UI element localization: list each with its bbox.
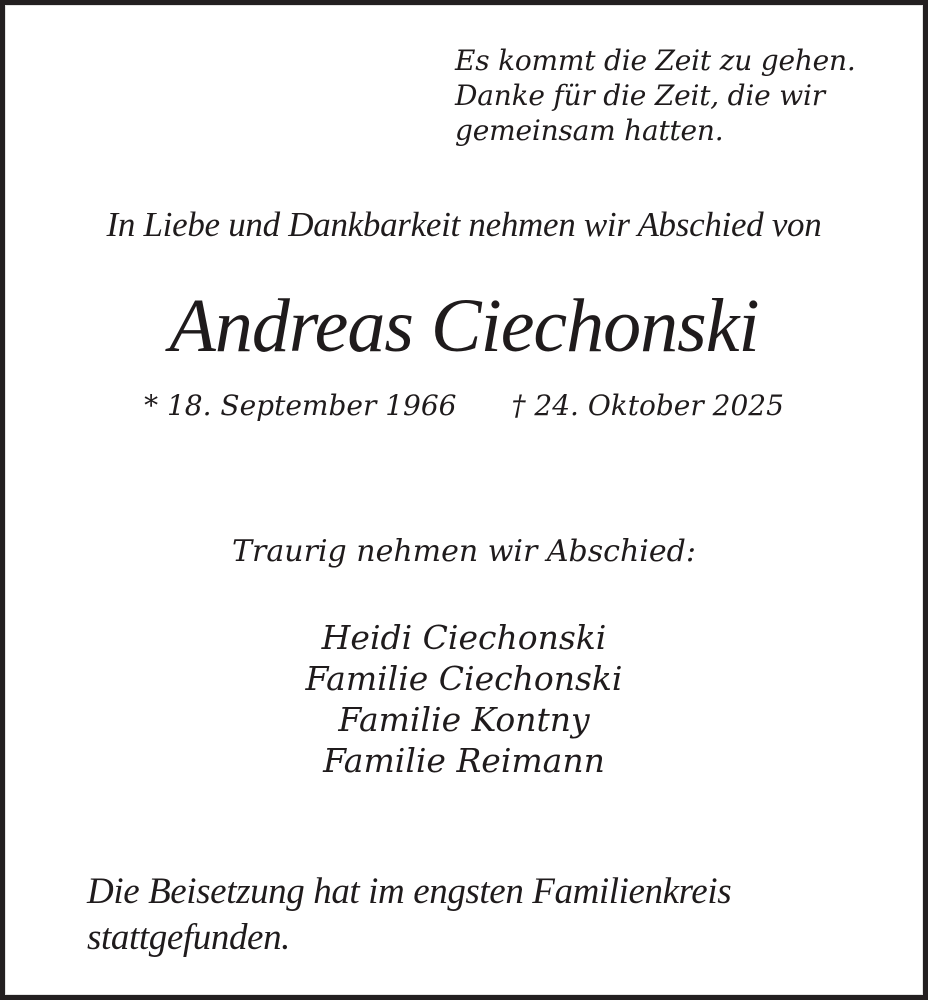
mourner: Heidi Ciechonski — [321, 618, 607, 657]
epigraph-line-2: Danke für die Zeit, die wir — [455, 79, 825, 112]
closing-note — [87, 869, 807, 961]
farewell-heading: Traurig nehmen wir Abschied: — [232, 534, 696, 569]
closing-line-1: Die Beisetzung hat im engsten Familienkreis — [87, 871, 732, 912]
birth-date: * 18. September 1966 — [144, 389, 457, 422]
epigraph — [455, 43, 856, 148]
closing-line-2: stattgefunden. — [87, 917, 291, 958]
epigraph-line-1: Es kommt die Zeit zu gehen. — [455, 44, 856, 77]
mourners-list — [5, 617, 923, 781]
mourner: Familie Kontny — [338, 700, 590, 739]
mourner: Familie Reimann — [323, 741, 605, 780]
death-date: † 24. Oktober 2025 — [511, 389, 784, 422]
epigraph-line-3: gemeinsam hatten. — [455, 114, 724, 147]
life-dates — [5, 389, 923, 422]
deceased-name: Andreas Ciechonski — [169, 284, 759, 368]
mourner: Familie Ciechonski — [305, 659, 623, 698]
intro-line: In Liebe und Dankbarkeit nehmen wir Abschied von — [106, 205, 822, 244]
